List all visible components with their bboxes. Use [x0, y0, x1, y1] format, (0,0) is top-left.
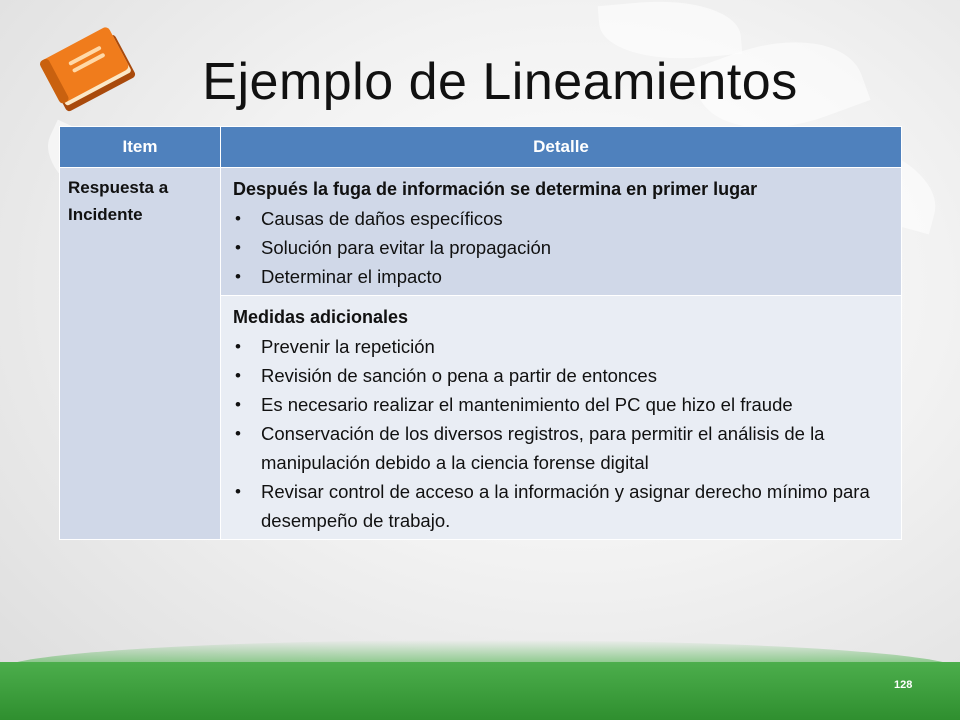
guidelines-table	[59, 126, 902, 540]
bottom-green-band	[0, 662, 960, 720]
list-item: • Prevenir la repetición	[233, 332, 891, 361]
list-item: • Conservación de los diversos registros, para permitir el análisis de la manipulación debido a la ciencia forense digital	[233, 419, 891, 477]
page-number: 128	[894, 679, 913, 691]
item-cell	[60, 168, 221, 540]
table-header-row	[60, 127, 902, 168]
list-item: • Causas de daños específicos	[233, 204, 891, 233]
detail-cell	[221, 296, 902, 540]
list-item: • Determinar el impacto	[233, 262, 891, 291]
bullet-list	[233, 204, 891, 291]
list-item: • Solución para evitar la propagación	[233, 233, 891, 262]
detail-cell	[221, 168, 902, 296]
slide-title: Ejemplo de Lineamientos	[202, 53, 798, 111]
item-label: Respuesta a Incidente	[68, 178, 169, 224]
section-heading: Después la fuga de información se determina en primer lugar	[233, 179, 758, 199]
bullet-list	[233, 332, 891, 535]
book-icon	[28, 20, 148, 120]
column-header-item: Item	[60, 127, 221, 168]
list-item: • Es necesario realizar el mantenimiento del PC que hizo el fraude	[233, 390, 891, 419]
table-row	[60, 168, 902, 296]
list-item: • Revisar control de acceso a la información y asignar derecho mínimo para desempeño de trabajo.	[233, 477, 891, 535]
list-item: • Revisión de sanción o pena a partir de entonces	[233, 361, 891, 390]
section-heading: Medidas adicionales	[233, 307, 409, 327]
column-header-detail: Detalle	[221, 127, 902, 168]
